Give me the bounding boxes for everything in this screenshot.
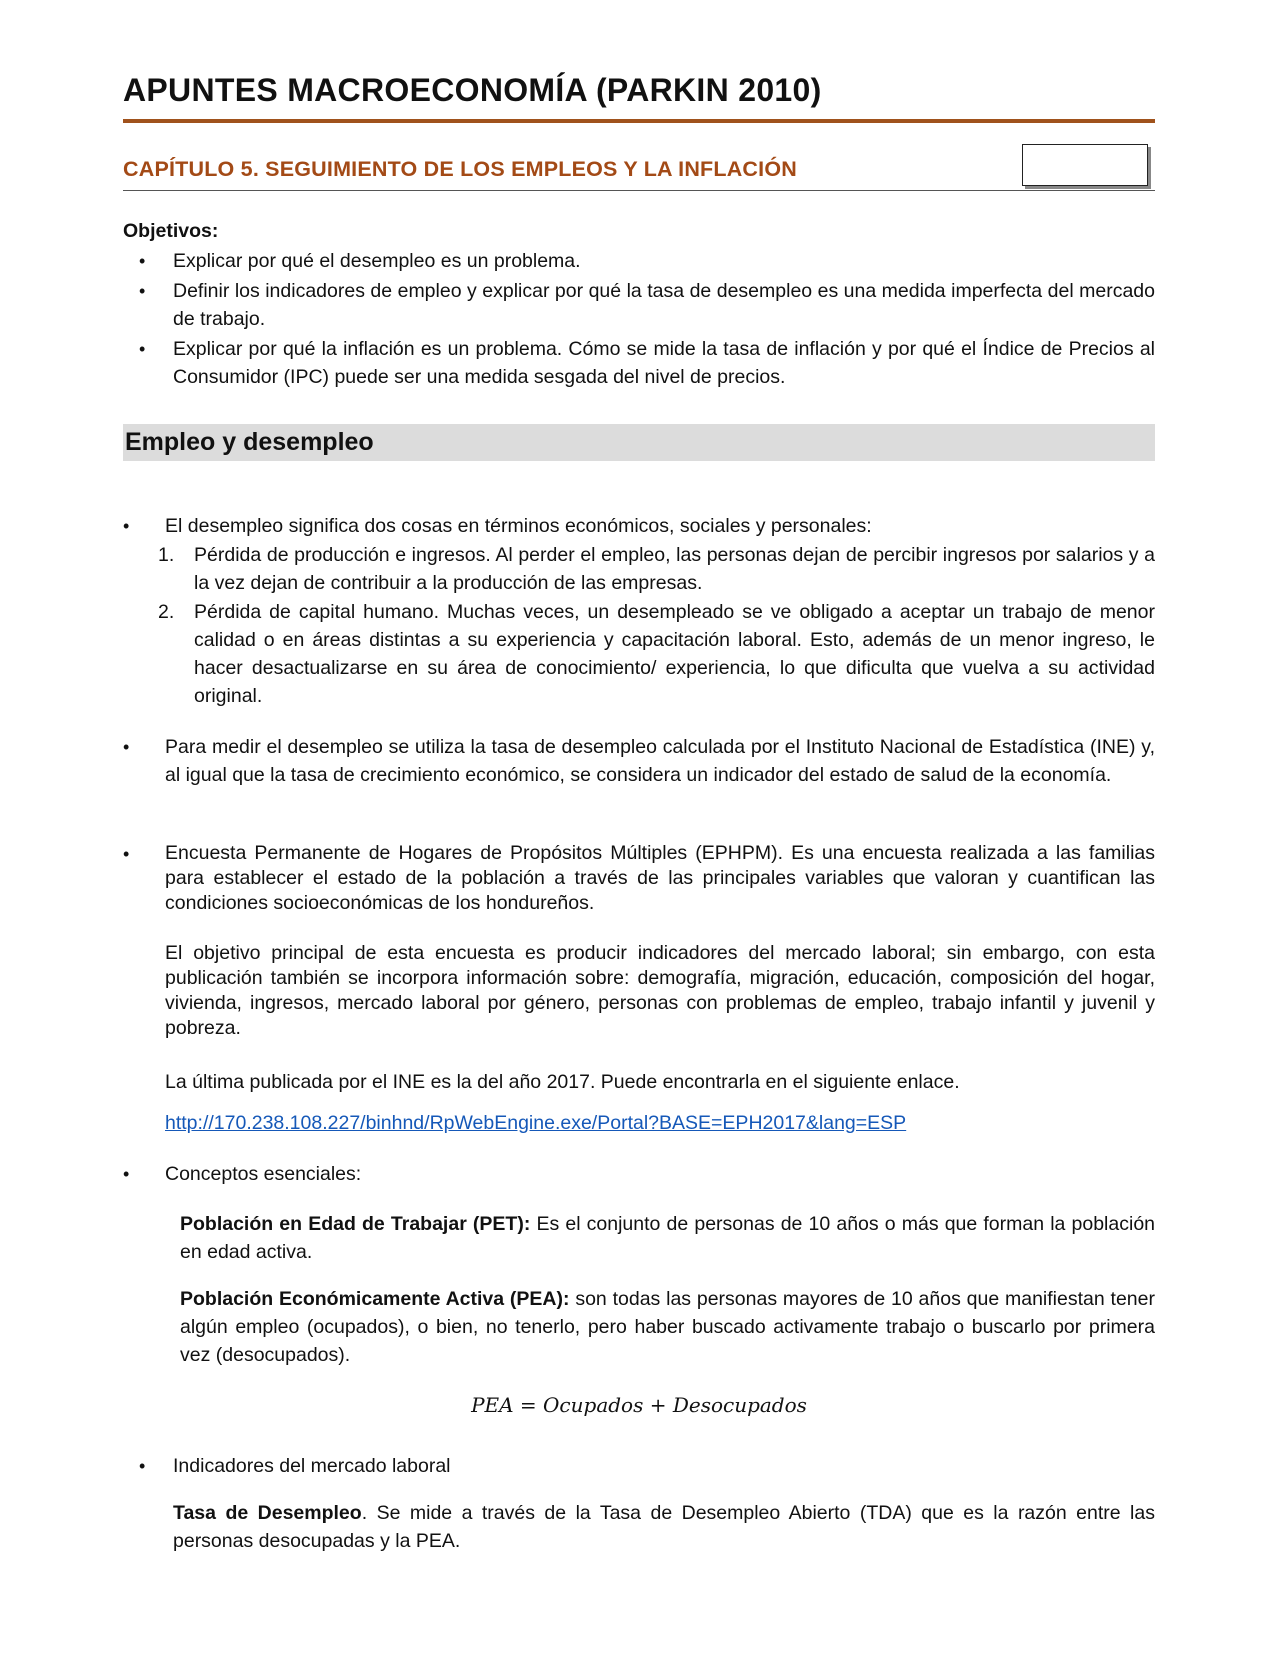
- bullet-icon: •: [123, 516, 130, 536]
- section-title: Empleo y desempleo: [125, 428, 374, 456]
- list-number: 1.: [158, 544, 175, 566]
- bullet-icon: •: [139, 251, 146, 271]
- definition-tasa: [173, 1499, 1155, 1555]
- list-item: Conceptos esenciales:: [165, 1163, 362, 1185]
- survey-link[interactable]: http://170.238.108.227/binhnd/RpWebEngine.exe/Portal?BASE=EPH2017&lang=ESP: [165, 1112, 907, 1134]
- term-pea: Población Económicamente Activa (PEA):: [180, 1288, 570, 1310]
- list-item: Indicadores del mercado laboral: [173, 1455, 451, 1477]
- objectives-heading: Objetivos:: [123, 220, 219, 242]
- term-pet: Población en Edad de Trabajar (PET):: [180, 1213, 531, 1235]
- bullet-icon: •: [123, 1164, 130, 1184]
- numbered-item: Pérdida de capital humano. Muchas veces, un desempleado se ve obligado a aceptar un trabajo de menor calidad o en áreas distintas a su experiencia y capacitación laboral. Esto, además de un menor ingreso, le hacer desactualizarse en su área de conocimiento/ experiencia, lo que dificulta que vuelva a su actividad original.: [194, 601, 1155, 707]
- bullet-icon: •: [139, 281, 146, 301]
- objective-item: Definir los indicadores de empleo y explicar por qué la tasa de desempleo es una medida imperfecta del mercado de trabajo.: [173, 280, 1155, 330]
- document-title: APUNTES MACROECONOMÍA (PARKIN 2010): [123, 72, 822, 108]
- bullet-icon: •: [123, 737, 130, 757]
- paragraph: La última publicada por el INE es la del año 2017. Puede encontrarla en el siguiente enlace.: [165, 1071, 960, 1093]
- list-number: 2.: [158, 601, 175, 623]
- chapter-box: [1022, 144, 1148, 186]
- objective-item: Explicar por qué la inflación es un problema. Cómo se mide la tasa de inflación y por qué el Índice de Precios al Consumidor (IPC) puede ser una medida sesgada del nivel de precios.: [173, 338, 1155, 388]
- bullet-icon: •: [139, 339, 146, 359]
- definition-pea: [180, 1285, 1155, 1369]
- chapter-divider: [123, 190, 1155, 191]
- term-tasa: Tasa de Desempleo: [173, 1502, 362, 1524]
- title-divider: [123, 119, 1155, 123]
- definition-text: son todas las personas mayores de 10 años que manifiestan tener algún empleo (ocupados), o bien, no tenerlo, pero haber buscado activamente trabajo o buscarlo por primera vez (desocupados).: [180, 1288, 1155, 1366]
- chapter-title: CAPÍTULO 5. SEGUIMIENTO DE LOS EMPLEOS Y LA INFLACIÓN: [123, 157, 797, 181]
- list-item: Encuesta Permanente de Hogares de Propósitos Múltiples (EPHPM). Es una encuesta realizada a las familias para establecer el estado de la población a través de las principales variables que valoran y cuantifican las condiciones socioeconómicas de los hondureños.: [165, 842, 1155, 914]
- numbered-item: Pérdida de producción e ingresos. Al perder el empleo, las personas dejan de percibir ingresos por salarios y a la vez dejan de contribuir a la producción de las empresas.: [194, 544, 1155, 594]
- definition-text: . Se mide a través de la Tasa de Desempleo Abierto (TDA) que es la razón entre las personas desocupadas y la PEA.: [173, 1502, 1155, 1552]
- paragraph: El objetivo principal de esta encuesta es producir indicadores del mercado laboral; sin embargo, con esta publicación también se incorpora información sobre: demografía, migración, educación, composición del hogar, vivienda, ingresos, mercado laboral por género, personas con problemas de empleo, trabajo infantil y juvenil y pobreza.: [165, 942, 1155, 1039]
- bullet-icon: •: [123, 844, 130, 864]
- list-item: Para medir el desempleo se utiliza la tasa de desempleo calculada por el Instituto Nacional de Estadística (INE) y, al igual que la tasa de crecimiento económico, se considera un indicador del estado de salud de la economía.: [165, 736, 1155, 786]
- list-item: El desempleo significa dos cosas en términos económicos, sociales y personales:: [165, 515, 872, 537]
- equation: PEA = Ocupados + Desocupados: [471, 1393, 807, 1417]
- bullet-icon: •: [139, 1456, 146, 1476]
- objective-item: Explicar por qué el desempleo es un problema.: [173, 250, 581, 272]
- definition-text: Es el conjunto de personas de 10 años o más que forman la población en edad activa.: [180, 1213, 1156, 1263]
- definition-pet: [180, 1210, 1155, 1266]
